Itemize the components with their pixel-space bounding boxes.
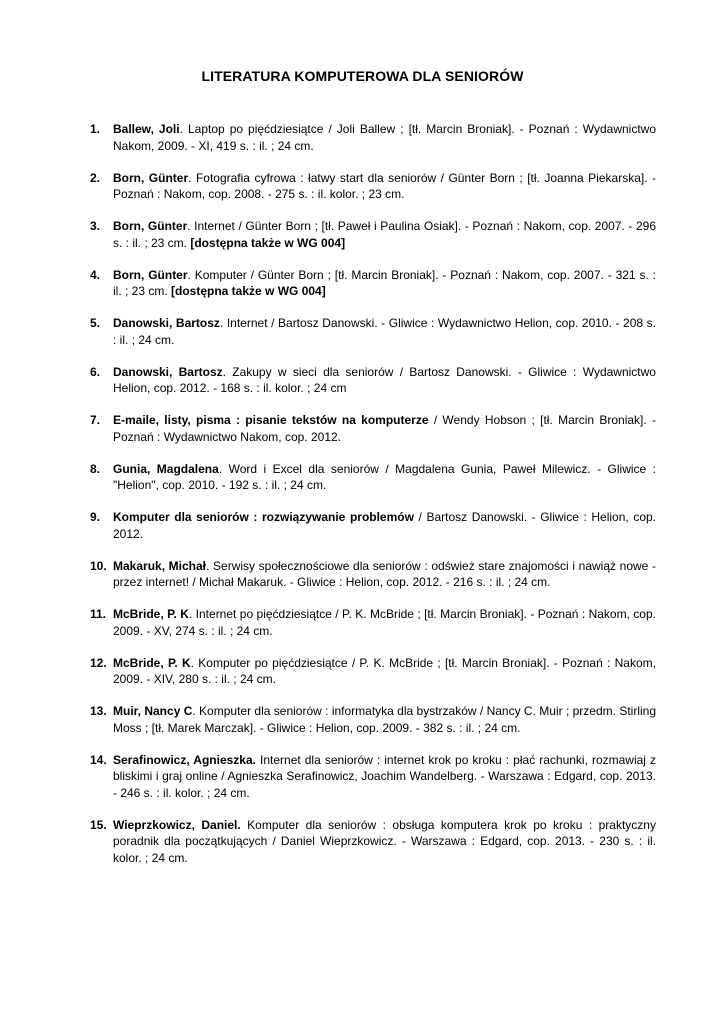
page-title: LITERATURA KOMPUTEROWA DLA SENIORÓW — [201, 68, 524, 84]
entry-author: McBride, P. K — [113, 655, 191, 670]
bibliography-entry — [90, 461, 656, 494]
entry-author: E-maile, listy, pisma : pisanie tekstów na komputerze — [113, 413, 429, 427]
entry-description: . Word i Excel dla seniorów / Magdalena Gunia, Paweł Milewicz. - Gliwice : "Helion", cop. 2010. - 192 s. : il. ; 24 cm. — [113, 461, 656, 492]
entry-description: . Internet po pięćdziesiątce / P. K. McBride ; [tł. Marcin Broniak]. - Poznań : Nakom, cop. 2009. - XV, 274 s. : il. ; 24 cm. — [113, 607, 656, 638]
entry-description: . Laptop po pięćdziesiątce / Joli Ballew ; [tł. Marcin Broniak]. - Poznań : Wydawnictwo Nakom, 2009. - XI, 419 s. : il. ; 24 cm. — [113, 122, 656, 153]
bibliography-entry — [90, 606, 656, 639]
entry-description: Internet dla seniorów : internet krok po kroku : płać rachunki, rozmawiaj z bliskimi i graj online / Agnieszka Serafinowicz, Joachim Wandelberg. - Warszawa : Edgard, cop. 2013. - 246 s. : il. kolor. ; 24 cm. — [113, 752, 657, 800]
entry-author: Danowski, Bartosz — [113, 316, 220, 330]
entry-number: 6. — [90, 364, 101, 379]
bibliography-entry — [90, 509, 656, 542]
entry-number: 8. — [90, 461, 101, 476]
entry-number: 9. — [90, 510, 101, 524]
entry-author: Serafinowicz, Agnieszka. — [113, 752, 256, 767]
entry-number: 10. — [90, 558, 107, 573]
entry-description: . Zakupy w sieci dla seniorów / Bartosz Danowski. - Gliwice : Wydawnictwo Helion, cop. 2012. - 168 s. : il. kolor. ; 24 cm — [113, 364, 656, 395]
bibliography-entry — [90, 655, 656, 688]
bibliography-entry — [90, 558, 656, 591]
entry-number: 1. — [90, 122, 101, 136]
entry-description: / Wendy Hobson ; [tł. Marcin Broniak]. - Poznań : Wydawnictwo Nakom, cop. 2012. — [113, 413, 656, 444]
entry-description: . Internet / Bartosz Danowski. - Gliwice : Wydawnictwo Helion, cop. 2010. - 208 s. : il. ; 24 cm. — [113, 316, 656, 347]
bibliography-entry — [90, 267, 656, 300]
entry-number: 7. — [90, 413, 101, 427]
entry-description: Komputer dla seniorów : obsługa komputera krok po kroku : praktyczny poradnik dla początkujących / Daniel Wieprzkowicz. - Warszawa : Edgard, cop. 2013. - 230 s. : il. kolor. ; 24 cm. — [113, 817, 656, 865]
entry-availability-note: [dostępna także w WG 004] — [171, 284, 326, 298]
entry-number: 13. — [90, 704, 107, 718]
entry-author: Born, Günter — [113, 219, 188, 233]
entry-number: 14. — [90, 752, 107, 767]
bibliography-entry — [90, 817, 656, 867]
entry-number: 12. — [90, 655, 107, 670]
bibliography-list — [90, 121, 656, 882]
bibliography-entry — [90, 121, 656, 154]
entry-description: / Bartosz Danowski. - Gliwice : Helion, cop. 2012. — [113, 510, 657, 541]
entry-number: 2. — [90, 170, 101, 185]
bibliography-entry — [90, 412, 656, 445]
entry-description: . Komputer dla seniorów : informatyka dla bystrzaków / Nancy C. Muir ; przedm. Stirling Moss ; [tł. Marek Marczak]. - Gliwice : Helion, cop. 2009. - 382 s. : il. ; 24 cm. — [113, 704, 656, 735]
entry-availability-note: [dostępna także w WG 004] — [190, 235, 346, 250]
entry-description: . Serwisy społecznościowe dla seniorów : odśwież stare znajomości i nawiąż nowe - przez internet! / Michał Makaruk. - Gliwice : Helion, cop. 2012. - 216 s. : il. ; 24 cm. — [113, 558, 657, 589]
entry-author: Komputer dla seniorów : rozwiązywanie problemów — [113, 510, 414, 524]
entry-author: Danowski, Bartosz — [113, 364, 223, 379]
entry-author: McBride, P. K — [113, 607, 189, 621]
entry-number: 11. — [90, 607, 107, 621]
bibliography-entry — [90, 703, 656, 736]
bibliography-entry — [90, 752, 656, 802]
entry-number: 5. — [90, 316, 101, 330]
entry-number: 3. — [90, 219, 101, 233]
bibliography-entry — [90, 315, 656, 348]
entry-description: . Fotografia cyfrowa : łatwy start dla seniorów / Günter Born ; [tł. Joanna Piekarska]. - Poznań : Nakom, cop. 2008. - 275 s. : il. kolor. ; 23 cm. — [113, 170, 657, 201]
entry-author: Gunia, Magdalena — [113, 461, 219, 476]
entry-number: 4. — [90, 267, 101, 282]
entry-author: Muir, Nancy C — [113, 704, 193, 718]
bibliography-entry — [90, 170, 656, 203]
entry-description: . Komputer po pięćdziesiątce / P. K. McBride ; [tł. Marcin Broniak]. - Poznań : Nakom, 2009. - XIV, 280 s. : il. ; 24 cm. — [113, 655, 656, 686]
entry-author: Ballew, Joli — [113, 122, 180, 136]
entry-author: Born, Günter — [113, 267, 188, 282]
entry-author: Born, Günter — [113, 170, 189, 185]
entry-author: Makaruk, Michał — [113, 558, 207, 573]
bibliography-entry — [90, 364, 656, 397]
entry-description: . Internet / Günter Born ; [tł. Paweł i Paulina Osiak]. - Poznań : Nakom, cop. 2007. - 296 s. : il. ; 23 cm. — [113, 219, 656, 250]
entry-number: 15. — [90, 817, 107, 832]
bibliography-entry — [90, 218, 656, 251]
entry-author: Wieprzkowicz, Daniel. — [113, 817, 241, 832]
entry-description: . Komputer / Günter Born ; [tł. Marcin Broniak]. - Poznań : Nakom, cop. 2007. - 321 s. : il. ; 23 cm. — [113, 267, 656, 298]
